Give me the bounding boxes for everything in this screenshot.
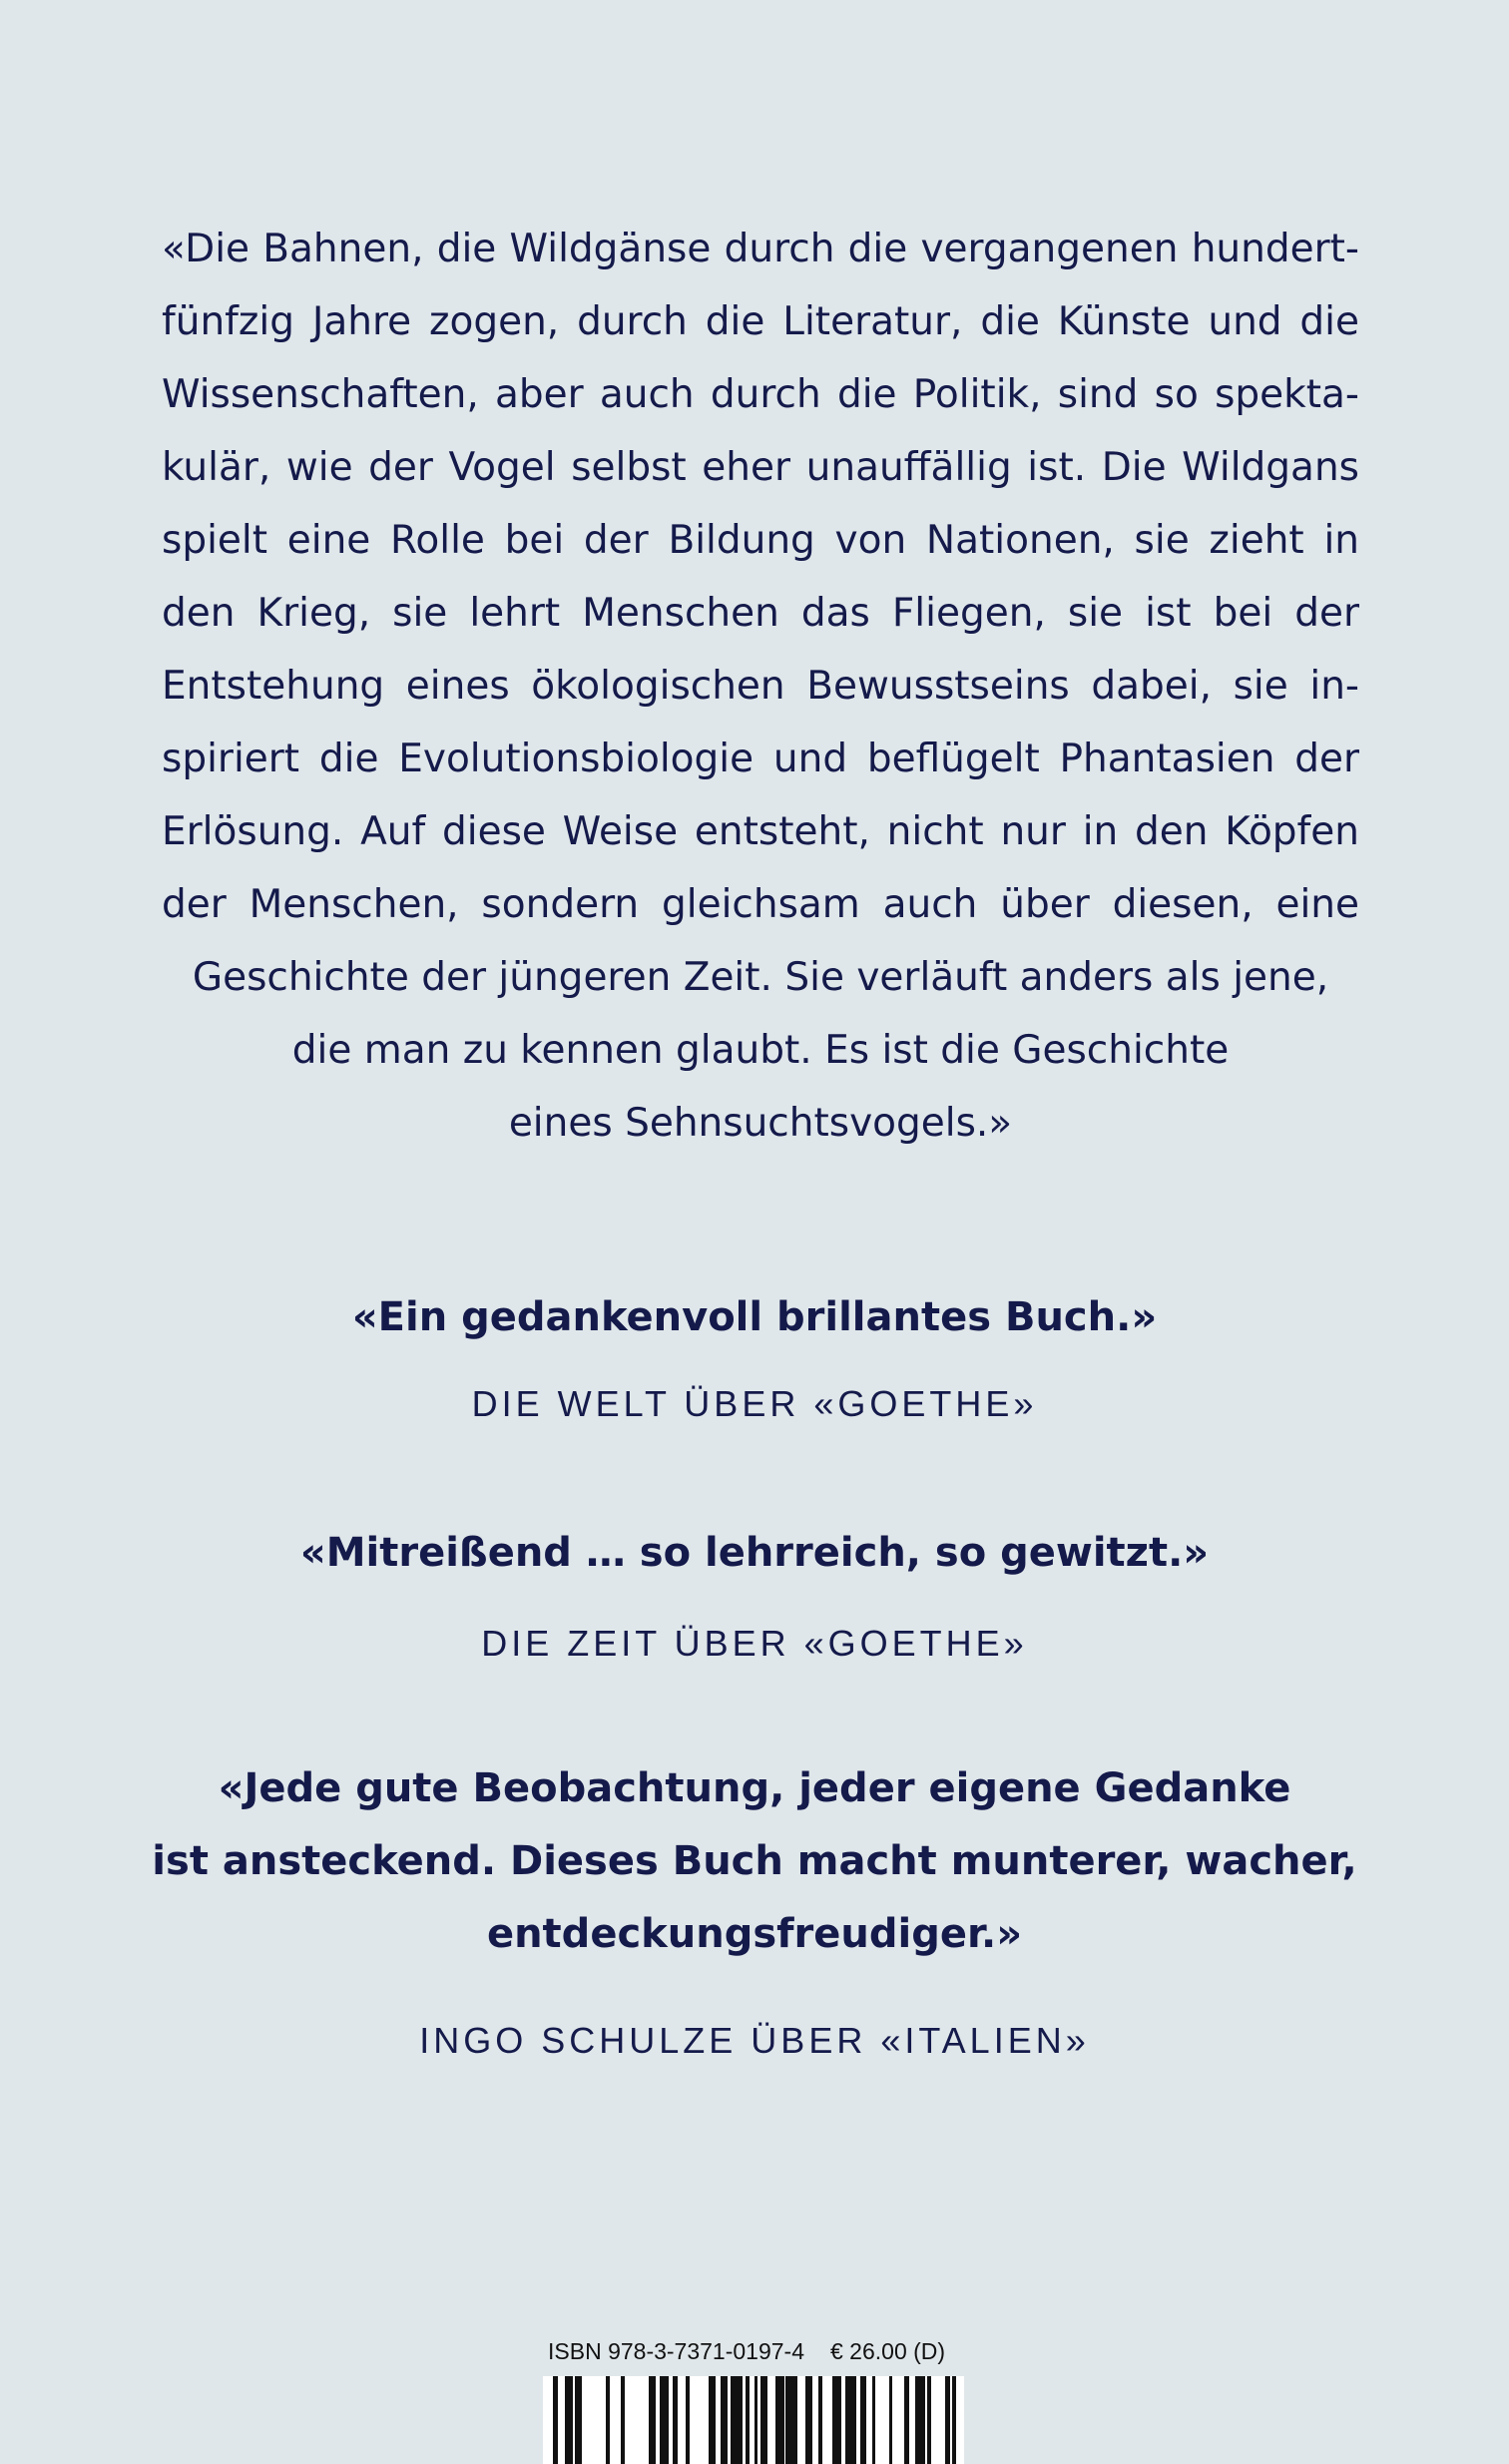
barcode-bar <box>845 2376 856 2464</box>
barcode-bar <box>746 2376 750 2464</box>
barcode-bar <box>686 2376 690 2464</box>
price: € 26.00 (D) <box>830 2338 946 2364</box>
isbn-number: ISBN 978-3-7371-0197-4 <box>548 2338 804 2364</box>
review-source: DIE ZEIT ÜBER «GOETHE» <box>481 1623 1028 1664</box>
barcode-bar <box>952 2376 956 2464</box>
blurb-line: «Die Bahnen, die Wildgänse durch die vergangenen hundert- <box>162 227 1359 271</box>
blurb-line: eines Sehnsuchtsvogels.» <box>508 1101 1013 1146</box>
barcode-bar <box>754 2376 757 2464</box>
barcode-bar <box>805 2376 812 2464</box>
blurb-paragraph <box>162 213 1359 1160</box>
barcode-bar <box>721 2376 728 2464</box>
barcode-bar <box>945 2376 950 2464</box>
barcode-bar <box>775 2376 784 2464</box>
barcode-bar <box>927 2376 931 2464</box>
barcode-bar <box>606 2376 610 2464</box>
barcode-bar <box>565 2376 573 2464</box>
barcode-bar <box>709 2376 716 2464</box>
review-2 <box>0 1517 1509 1674</box>
blurb-line: Erlösung. Auf diese Weise entsteht, nicht nur in den Köpfen <box>162 809 1359 854</box>
review-quote: «Mitreißend … so lehrreich, so gewitzt.» <box>299 1530 1210 1576</box>
barcode-bar <box>553 2376 558 2464</box>
review-quote: entdeckungsfreudiger.» <box>486 1911 1023 1957</box>
blurb-line: der Menschen, sondern gleichsam auch über diesen, eine <box>162 882 1359 927</box>
blurb-line: fünfzig Jahre zogen, durch die Literatur, die Künste und die <box>162 299 1359 344</box>
barcode-bar <box>915 2376 925 2464</box>
barcode-bar <box>760 2376 767 2464</box>
review-source: INGO SCHULZE ÜBER «ITALIEN» <box>419 2020 1090 2061</box>
barcode-bar <box>872 2376 875 2464</box>
barcode-bar <box>785 2376 797 2464</box>
barcode-bar <box>860 2376 866 2464</box>
blurb-line: Wissenschaften, aber auch durch die Politik, sind so spekta- <box>162 372 1359 417</box>
barcode-bar <box>904 2376 909 2464</box>
review-quote: «Ein gedankenvoll brillantes Buch.» <box>351 1294 1158 1340</box>
review-quote: ist ansteckend. Dieses Buch macht munterer, wacher, <box>152 1838 1357 1884</box>
review-1 <box>0 1281 1509 1434</box>
review-source: DIE WELT ÜBER «GOETHE» <box>471 1383 1038 1424</box>
barcode-bar <box>621 2376 625 2464</box>
blurb-line: den Krieg, sie lehrt Menschen das Fliegen, sie ist bei der <box>162 591 1359 636</box>
blurb-line: kulär, wie der Vogel selbst eher unauffällig ist. Die Wildgans <box>162 445 1359 490</box>
barcode-bar <box>575 2376 582 2464</box>
barcode-bar <box>660 2376 669 2464</box>
isbn-price <box>548 2338 971 2365</box>
blurb-line: Entstehung eines ökologischen Bewusstseins dabei, sie in- <box>162 664 1359 709</box>
blurb-line: die man zu kennen glaubt. Es ist die Geschichte <box>291 1028 1230 1073</box>
barcode-bar <box>889 2376 892 2464</box>
blurb-line: spielt eine Rolle bei der Bildung von Nationen, sie zieht in <box>162 518 1359 563</box>
barcode-bar <box>649 2376 656 2464</box>
barcode-bar <box>832 2376 841 2464</box>
review-quote: «Jede gute Beobachtung, jeder eigene Gedanke <box>218 1765 1291 1811</box>
blurb-line: Geschichte der jüngeren Zeit. Sie verläuft anders als jene, <box>192 955 1329 1000</box>
barcode-bar <box>673 2376 678 2464</box>
barcode <box>543 2376 964 2464</box>
barcode-bar <box>818 2376 822 2464</box>
blurb-line: spiriert die Evolutionsbiologie und beflügelt Phantasien der <box>162 737 1359 781</box>
review-3 <box>0 1752 1509 2071</box>
barcode-bar <box>731 2376 743 2464</box>
